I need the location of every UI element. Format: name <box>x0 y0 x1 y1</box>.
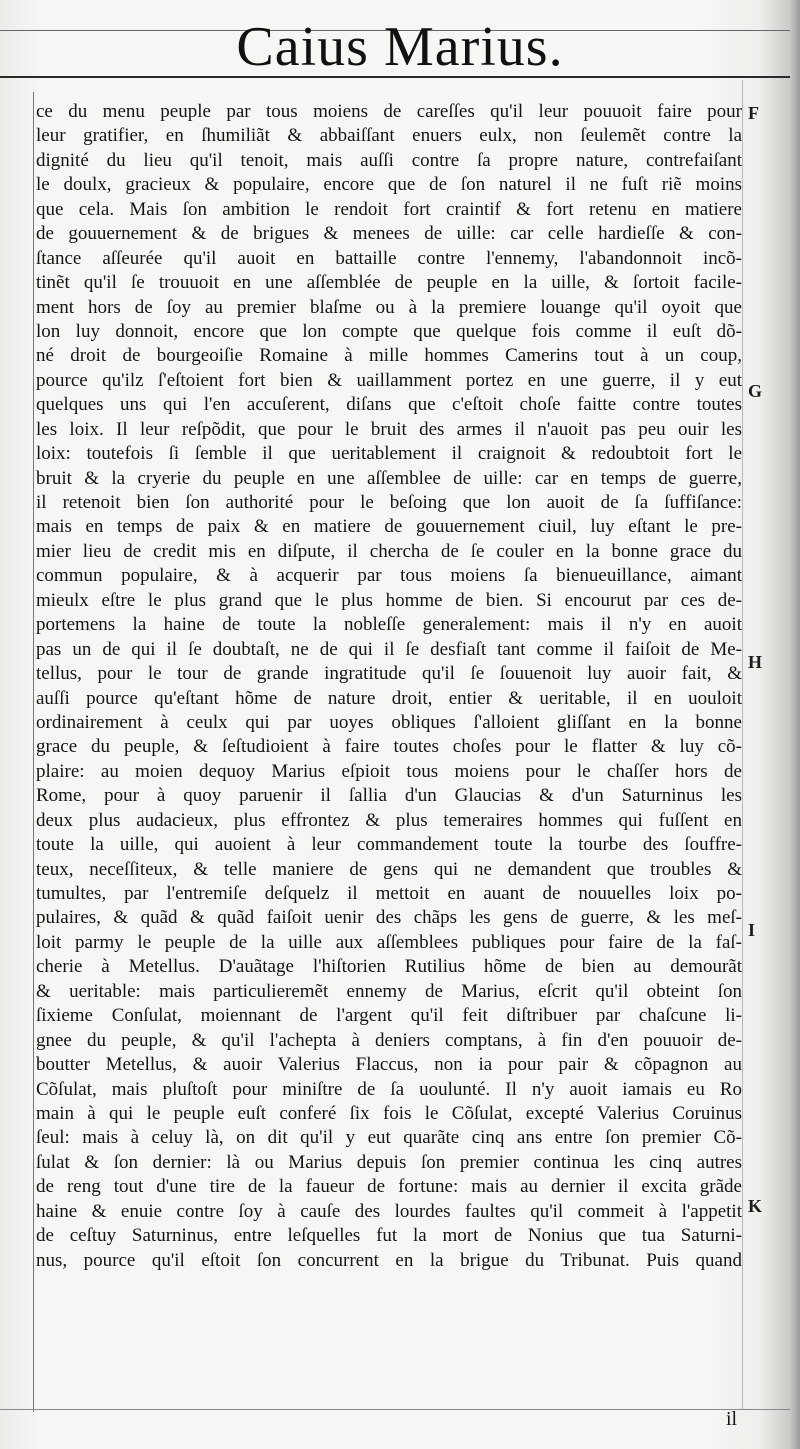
text-line: loix: toutefois ſi ſemble il que ueritablement il craignoit & redoubtoit fort le <box>36 443 742 465</box>
text-line: pource qu'ilz ſ'eſtoient fort bien & uaillamment portez en une guerre, il y eut <box>36 369 742 391</box>
text-line: haine & enuie contre ſoy à cauſe des lourdes faultes qu'il commeit à l'appetit <box>36 1200 742 1222</box>
text-line: cherie à Metellus. D'auãtage l'hiſtorien Rutilius hõme de bien au demourãt <box>36 956 742 978</box>
text-line: que cela. Mais ſon ambition le rendoit fort craintif & fort retenu en matiere <box>36 198 742 220</box>
text-line: de gouuernement & de brigues & menees de uille: car celle hardieſſe & con- <box>36 223 742 245</box>
text-line: ſeul: mais à celuy là, on dit qu'il y eut quarãte cinq ans entre ſon premier Cõ- <box>36 1127 742 1149</box>
text-line: ordinairement à ceulx qui par uoyes obliques ſ'alloient gliſſant en la bonne <box>36 711 742 733</box>
text-line: pas un de qui il ſe doubtaſt, ne de qui il ſe desfiaſt tant comme il faiſoit de Me- <box>36 638 742 660</box>
text-line: ſulat & ſon dernier: là ou Marius depuis ſon premier continua les cinq autres <box>36 1151 742 1173</box>
text-line: ce du menu peuple par tous moiens de careſſes qu'il leur pouuoit faire pour <box>36 101 742 122</box>
text-line: ſtance aſſeurée qu'il auoit en battaille contre l'ennemy, l'abandonnoit incõ- <box>36 247 742 269</box>
text-line: boutter Metellus, & auoir Valerius Flaccus, non ia pour pair & cõpagnon au <box>36 1054 742 1076</box>
text-line: deux plus audacieux, plus effrontez & plus temeraires hommes qui fuſſent en <box>36 809 742 831</box>
text-line: grace du peuple, & ſeſtudioient à faire toutes choſes pour le flatter & luy cõ- <box>36 736 742 758</box>
margin-letter-h: H <box>748 652 763 672</box>
text-line: il retenoit bien ſon authorité pour le beſoing que lon auoit de ſa ſuffiſance: <box>36 492 742 513</box>
text-line: loit parmy le peuple de la uille aux aſſemblees publiques pour faire de la faſ- <box>36 931 742 953</box>
text-line: Cõſulat, mais pluſtoſt pour miniſtre de ſa uoulunté. Il n'y auoit iamais eu Ro <box>36 1078 742 1100</box>
text-line: Rome, pour à quoy paruenir il ſallia d'un Glaucias & d'un Saturninus les <box>36 785 742 807</box>
text-line: les loix. Il leur reſpõdit, que pour le bruit des armes il n'auoit pas peu ouir les <box>36 418 742 440</box>
text-line: teux, neceſſiteux, & telle maniere de gens qui ne demandent que troubles & <box>36 858 742 880</box>
text-line: tinẽt qu'il ſe trouuoit en une aſſemblée de peuple en la uille, & ſortoit facile- <box>36 272 742 294</box>
margin-letter-g: G <box>748 381 763 401</box>
text-line: tellus, pour le tour de grande ingratitude qu'il ſe ſouuenoit luy auoir fait, & <box>36 663 742 685</box>
header-rule <box>0 76 790 78</box>
margin-letter-i: I <box>748 920 756 940</box>
text-line: le doulx, gracieux & populaire, encore que de ſon naturel il ne fuſt riẽ moins <box>36 174 742 196</box>
text-line: bruit & la cryerie du peuple en une aſſemblee de uille: car en temps de guerre, <box>36 467 742 489</box>
text-line: toute la uille, qui auoient à leur commandement toute la tourbe des ſouffre- <box>36 834 742 856</box>
bottom-rule <box>0 1409 790 1410</box>
text-line: auſſi pource qu'eſtant hõme de nature droit, entier & ueritable, il en uouloit <box>36 687 742 709</box>
text-line: main à qui le peuple euſt conferé ſix fois le Cõſulat, excepté Valerius Coruinus <box>36 1102 742 1124</box>
text-line: ſixieme Conſulat, moiennant de l'argent qu'il feit diſtribuer par chaſcune li- <box>36 1005 742 1027</box>
margin-letter-f: F <box>748 103 759 123</box>
body-text <box>36 100 742 1273</box>
margin-letter-k: K <box>748 1196 763 1216</box>
right-margin-rule <box>742 80 743 1410</box>
text-line: tumultes, par l'entremiſe deſquelz il mettoit en auant de nouuelles loix po- <box>36 883 742 904</box>
text-line: lon luy donnoit, encore que lon compte que quelque fois comme il euſt dõ- <box>36 320 742 342</box>
text-line: leur gratifier, en ſhumiliãt & abbaiſſant enuers eulx, non ſeulemẽt contre la <box>36 125 742 147</box>
catchword: il <box>726 1408 738 1430</box>
text-line: nus, pource qu'il eſtoit ſon concurrent en la brigue du Tribunat. Puis quand <box>36 1249 742 1271</box>
text-line: gnee du peuple, & qu'il l'achepta à deniers comptans, à fin d'en pouuoir de- <box>36 1029 742 1051</box>
running-head: Caius Marius. <box>236 16 564 78</box>
text-line: né droit de bourgeoiſie Romaine à mille hommes Camerins tout à un coup, <box>36 345 742 367</box>
text-line: de ceſtuy Saturninus, entre leſquelles fut la mort de Nonius que tua Saturni- <box>36 1225 742 1247</box>
text-line: mais en temps de paix & en matiere de gouuernement ciuil, luy eſtant le pre- <box>36 516 742 538</box>
left-margin-rule <box>33 92 34 1412</box>
text-line: mier lieu de credit mis en diſpute, il chercha de ſe couler en la bonne grace du <box>36 540 742 562</box>
text-line: dignité du lieu qu'il tenoit, mais auſſi contre ſa propre nature, contrefaiſant <box>36 149 742 171</box>
text-line: de reng tout d'une tire de la faueur de fortune: mais au dernier il excita grãde <box>36 1176 742 1198</box>
text-line: ment hors de ſoy au premier blaſme ou à la premiere louange qu'il oyoit que <box>36 296 742 318</box>
text-line: plaire: au moien dequoy Marius eſpioit tous moiens pour le chaſſer hors de <box>36 760 742 782</box>
text-line: commun populaire, & à acquerir par tous moiens ſa bienueuillance, aimant <box>36 565 742 587</box>
text-line: mieulx eſtre le plus grand que le plus homme de bien. Si encourut par ces de- <box>36 589 742 611</box>
text-line: portemens la haine de toute la nobleſſe generalement: mais il n'y en auoit <box>36 614 742 636</box>
text-line: quelques uns qui l'en accuſerent, diſans que c'eſtoit choſe faitte contre toutes <box>36 394 742 416</box>
text-line: & ueritable: mais particulieremẽt ennemy de Marius, eſcrit qu'il obteint ſon <box>36 980 742 1002</box>
text-line: pulaires, & quãd & quãd faiſoit uenir des chãps les gens de guerre, & les meſ- <box>36 907 742 929</box>
